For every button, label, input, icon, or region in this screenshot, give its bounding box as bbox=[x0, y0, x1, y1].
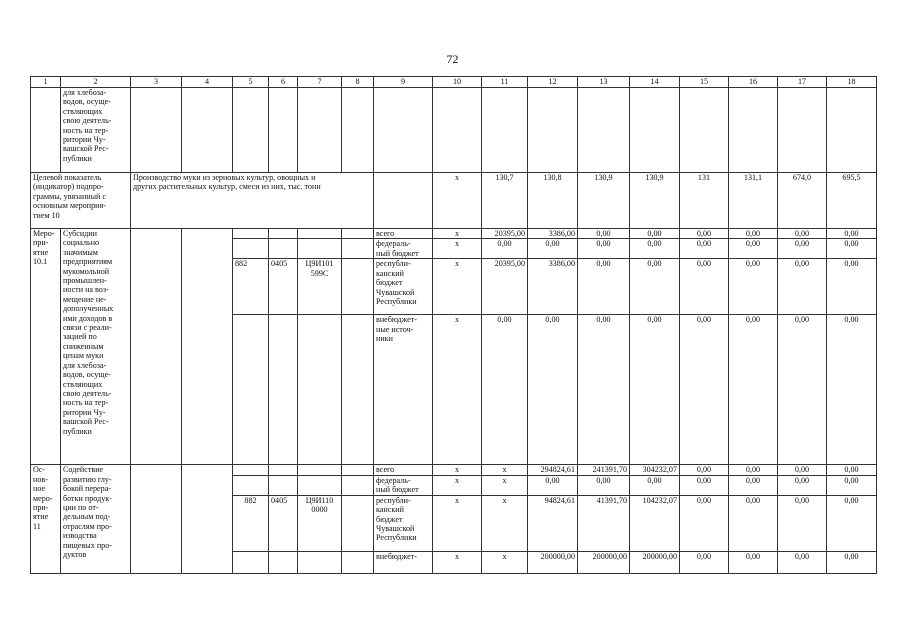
cell-x: x bbox=[433, 495, 482, 551]
column-number: 13 bbox=[578, 77, 630, 88]
cell-x: x bbox=[433, 173, 482, 229]
funding-source: республи- канский бюджет Чувашской Республики bbox=[374, 259, 433, 315]
column-number: 11 bbox=[482, 77, 528, 88]
measure-description: Содействие развитию глу- бокой перера- ботки продук- ции по от- дельным под- отраслям про- изводства пищевых про- дуктов bbox=[61, 465, 131, 573]
target-value: 130,7 bbox=[482, 173, 528, 229]
target-value: 131 bbox=[680, 173, 729, 229]
budget-table bbox=[30, 76, 877, 574]
column-number: 6 bbox=[269, 77, 298, 88]
cell-x: x bbox=[433, 315, 482, 465]
column-number: 14 bbox=[630, 77, 680, 88]
cell-x: x bbox=[433, 551, 482, 573]
csr-code: Ц9И101 599С bbox=[298, 259, 342, 315]
cell-x: x bbox=[433, 229, 482, 239]
table-row: 882 0405 Ц9И101 599С республи- канский бюджет Чувашской Республики x 20395,00 3386,00 0,00 0,00 0,00 0,00 0,00 0,00 bbox=[31, 259, 877, 315]
funding-source: внебюджет- ные источ- ники bbox=[374, 315, 433, 465]
table-row: федераль- ный бюджет x x 0,00 0,00 0,00 0,00 0,00 0,00 0,00 bbox=[31, 475, 877, 495]
column-number: 5 bbox=[233, 77, 269, 88]
grbs-code: 882 bbox=[233, 495, 269, 551]
target-indicator-row bbox=[31, 173, 877, 229]
cell-x: x bbox=[482, 551, 528, 573]
table-row: внебюджет- x x 200000,00 200000,00 200000,00 0,00 0,00 0,00 0,00 bbox=[31, 551, 877, 573]
column-number: 16 bbox=[729, 77, 778, 88]
continuation-text: для хлебоза- водов, осуще- ствляющих свою деятель- ность на тер- ритории Чу- вашской Рес- публики bbox=[61, 88, 131, 173]
column-number: 8 bbox=[342, 77, 374, 88]
table-row: 882 0405 Ц9И110 0000 республи- канский бюджет Чувашской Республики x x 94824,61 41391,70 104232,07 0,00 0,00 0,00 0,00 bbox=[31, 495, 877, 551]
grbs-code: 882 bbox=[233, 259, 269, 315]
measure-label: Ос- нов- ное меро- при- ятие 11 bbox=[31, 465, 61, 573]
rzpr-code: 0405 bbox=[269, 259, 298, 315]
funding-source: всего bbox=[374, 229, 433, 239]
cell-x: x bbox=[433, 239, 482, 259]
cell-x: x bbox=[482, 495, 528, 551]
table-row: федераль- ный бюджет x 0,00 0,00 0,00 0,00 0,00 0,00 0,00 0,00 bbox=[31, 239, 877, 259]
target-value: 130,8 bbox=[528, 173, 578, 229]
cell-x: x bbox=[482, 475, 528, 495]
measure-label: Меро- при- ятие 10.1 bbox=[31, 229, 61, 465]
column-number: 4 bbox=[182, 77, 233, 88]
target-value: 674,0 bbox=[778, 173, 827, 229]
measure-description: Субсидии социально значимым предприятиям мукомольной промышлен- ности на воз- мещение не- дополученных ими доходов в связи с реали- зацией по сниженным ценам муки для хлебоза- водов, осуще- ствляющих свою деятель- ность на тер- ритории Чу- вашской Рес- публики bbox=[61, 229, 131, 465]
target-value: 695,5 bbox=[827, 173, 877, 229]
cell-x: x bbox=[482, 465, 528, 475]
column-number: 3 bbox=[131, 77, 182, 88]
cell-x: x bbox=[433, 475, 482, 495]
funding-source: всего bbox=[374, 465, 433, 475]
target-value: 130,9 bbox=[630, 173, 680, 229]
target-label: Целевой показатель (индикатор) подпро- граммы, увязанный с основным мероприя- тием 10 bbox=[31, 173, 131, 229]
funding-source: республи- канский бюджет Чувашской Республики bbox=[374, 495, 433, 551]
page-number: 72 bbox=[446, 52, 459, 66]
table-row: Меро- при- ятие 10.1 Субсидии социально значимым предприятиям мукомольной промышлен- ности на воз- мещение не- дополученных ими доходов в связи с реали- зацией по сниженным ценам муки для хлебоза- водов, осуще- ствляющих свою деятель- ность на тер- ритории Чу- вашской Рес- публики всего x 20395,00 3386,00 0,00 0,00 0,00 0,00 0,00 0,00 bbox=[31, 229, 877, 239]
target-value: 130,9 bbox=[578, 173, 630, 229]
column-number: 18 bbox=[827, 77, 877, 88]
rzpr-code: 0405 bbox=[269, 495, 298, 551]
csr-code: Ц9И110 0000 bbox=[298, 495, 342, 551]
column-number: 1 bbox=[31, 77, 61, 88]
continuation-row bbox=[31, 88, 877, 173]
column-number-row bbox=[31, 77, 877, 88]
funding-source: внебюджет- bbox=[374, 551, 433, 573]
cell-x: x bbox=[433, 465, 482, 475]
funding-source: федераль- ный бюджет bbox=[374, 475, 433, 495]
target-description: Производство муки из зерновых культур, овощных и других растительных культур, смеси из них, тыс. тонн bbox=[131, 173, 374, 229]
column-number: 10 bbox=[433, 77, 482, 88]
table-row: Ос- нов- ное меро- при- ятие 11 Содействие развитию глу- бокой перера- ботки продук- ции по от- дельным под- отраслям про- изводства пищевых про- дуктов всего x x 294824,61 241391,70 304232,07 0,00 0,00 0,00 0,00 bbox=[31, 465, 877, 475]
column-number: 15 bbox=[680, 77, 729, 88]
funding-source: федераль- ный бюджет bbox=[374, 239, 433, 259]
column-number: 7 bbox=[298, 77, 342, 88]
target-value: 131,1 bbox=[729, 173, 778, 229]
column-number: 17 bbox=[778, 77, 827, 88]
column-number: 2 bbox=[61, 77, 131, 88]
column-number: 12 bbox=[528, 77, 578, 88]
column-number: 9 bbox=[374, 77, 433, 88]
cell-x: x bbox=[433, 259, 482, 315]
table-row: внебюджет- ные источ- ники x 0,00 0,00 0,00 0,00 0,00 0,00 0,00 0,00 bbox=[31, 315, 877, 465]
